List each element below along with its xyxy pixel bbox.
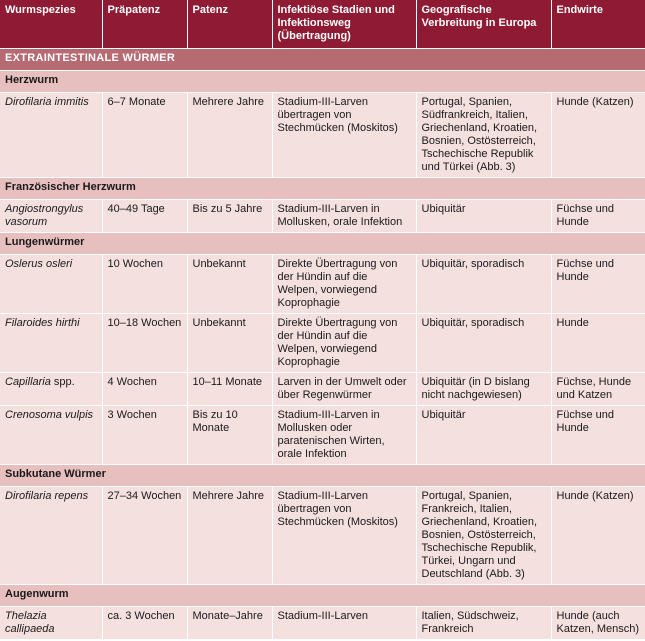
cell-distribution: Ubiquitär, sporadisch (416, 314, 551, 373)
cell-prepatency: 3 Wochen (102, 406, 187, 465)
cell-species (0, 373, 102, 406)
group-franz-herzwurm (0, 178, 645, 200)
cell-species: Angiostrongylus vasorum (0, 200, 102, 233)
cell-species: Oslerus osleri (0, 255, 102, 314)
cell-hosts: Hunde (Katzen) (551, 93, 645, 178)
table-header-row (0, 0, 645, 49)
cell-patency: Bis zu 5 Jahre (187, 200, 272, 233)
cell-infection: Stadium-III-Larven in Mollusken, orale Infektion (272, 200, 416, 233)
cell-infection: Larven in der Umwelt oder über Regenwürmer (272, 373, 416, 406)
header-prepatency: Präpatenz (102, 0, 187, 49)
group-title: Subkutane Würmer (0, 465, 645, 487)
species-genus: Capillaria (5, 376, 51, 388)
group-herzwurm (0, 71, 645, 93)
cell-species: Dirofilaria repens (0, 487, 102, 585)
cell-patency: Mehrere Jahre (187, 487, 272, 585)
cell-hosts: Hunde (auch Katzen, Mensch) (551, 607, 645, 640)
cell-patency: 10–11 Monate (187, 373, 272, 406)
table-row (0, 314, 645, 373)
section-extraintestinal (0, 49, 645, 71)
cell-hosts: Hunde (551, 314, 645, 373)
table-row (0, 373, 645, 406)
cell-hosts: Füchse und Hunde (551, 200, 645, 233)
cell-infection: Direkte Übertragung von der Hündin auf die Welpen, vorwiegend Koprophagie (272, 314, 416, 373)
cell-infection: Stadium-III-Larven übertragen von Stechmücken (Moskitos) (272, 487, 416, 585)
cell-hosts: Füchse und Hunde (551, 255, 645, 314)
header-hosts: Endwirte (551, 0, 645, 49)
cell-prepatency: 40–49 Tage (102, 200, 187, 233)
cell-distribution: Ubiquitär (in D bislang nicht nachgewiesen) (416, 373, 551, 406)
cell-patency: Unbekannt (187, 255, 272, 314)
table-row (0, 93, 645, 178)
cell-hosts: Füchse, Hunde und Katzen (551, 373, 645, 406)
cell-patency: Unbekannt (187, 314, 272, 373)
group-title: Lungenwürmer (0, 233, 645, 255)
cell-prepatency: 10 Wochen (102, 255, 187, 314)
header-distribution: Geografische Verbreitung in Europa (416, 0, 551, 49)
cell-patency: Bis zu 10 Monate (187, 406, 272, 465)
cell-distribution: Portugal, Spanien, Frankreich, Italien, Griechenland, Kroatien, Bosnien, Ostösterreich, Tschechische Republik, Türkei, Ungarn und Deutschland (Abb. 3) (416, 487, 551, 585)
group-title: Französischer Herzwurm (0, 178, 645, 200)
cell-distribution: Italien, Südschweiz, Frankreich (416, 607, 551, 640)
cell-distribution: Ubiquitär (416, 200, 551, 233)
cell-patency: Mehrere Jahre (187, 93, 272, 178)
header-species: Wurmspezies (0, 0, 102, 49)
cell-distribution: Portugal, Spanien, Südfrankreich, Italien, Griechenland, Kroatien, Bosnien, Ostösterreich, Tschechische Republik und Türkei (Abb. 3) (416, 93, 551, 178)
cell-infection: Stadium-III-Larven (272, 607, 416, 640)
cell-species: Thelazia callipaeda (0, 607, 102, 640)
header-infection: Infektiöse Stadien und Infektionsweg (Übertragung) (272, 0, 416, 49)
cell-prepatency: 4 Wochen (102, 373, 187, 406)
cell-infection: Direkte Übertragung von der Hündin auf die Welpen, vorwiegend Koprophagie (272, 255, 416, 314)
cell-patency: Monate–Jahre (187, 607, 272, 640)
group-subkutane (0, 465, 645, 487)
table-row (0, 406, 645, 465)
cell-distribution: Ubiquitär (416, 406, 551, 465)
cell-species: Crenosoma vulpis (0, 406, 102, 465)
table-row (0, 255, 645, 314)
species-suffix: spp. (50, 376, 75, 388)
table-row (0, 487, 645, 585)
cell-prepatency: 27–34 Wochen (102, 487, 187, 585)
group-augenwurm (0, 585, 645, 607)
cell-species: Dirofilaria immitis (0, 93, 102, 178)
cell-infection: Stadium-III-Larven übertragen von Stechmücken (Moskitos) (272, 93, 416, 178)
header-patency: Patenz (187, 0, 272, 49)
cell-prepatency: ca. 3 Wochen (102, 607, 187, 640)
cell-hosts: Füchse und Hunde (551, 406, 645, 465)
cell-prepatency: 10–18 Wochen (102, 314, 187, 373)
group-title: Augenwurm (0, 585, 645, 607)
table-row (0, 200, 645, 233)
cell-hosts: Hunde (Katzen) (551, 487, 645, 585)
table-row (0, 607, 645, 640)
cell-prepatency: 6–7 Monate (102, 93, 187, 178)
group-lungenwuermer (0, 233, 645, 255)
section-title: EXTRAINTESTINALE WÜRMER (0, 49, 645, 71)
cell-species: Filaroides hirthi (0, 314, 102, 373)
group-title: Herzwurm (0, 71, 645, 93)
cell-infection: Stadium-III-Larven in Mollusken oder paratenischen Wirten, orale Infektion (272, 406, 416, 465)
cell-distribution: Ubiquitär, sporadisch (416, 255, 551, 314)
